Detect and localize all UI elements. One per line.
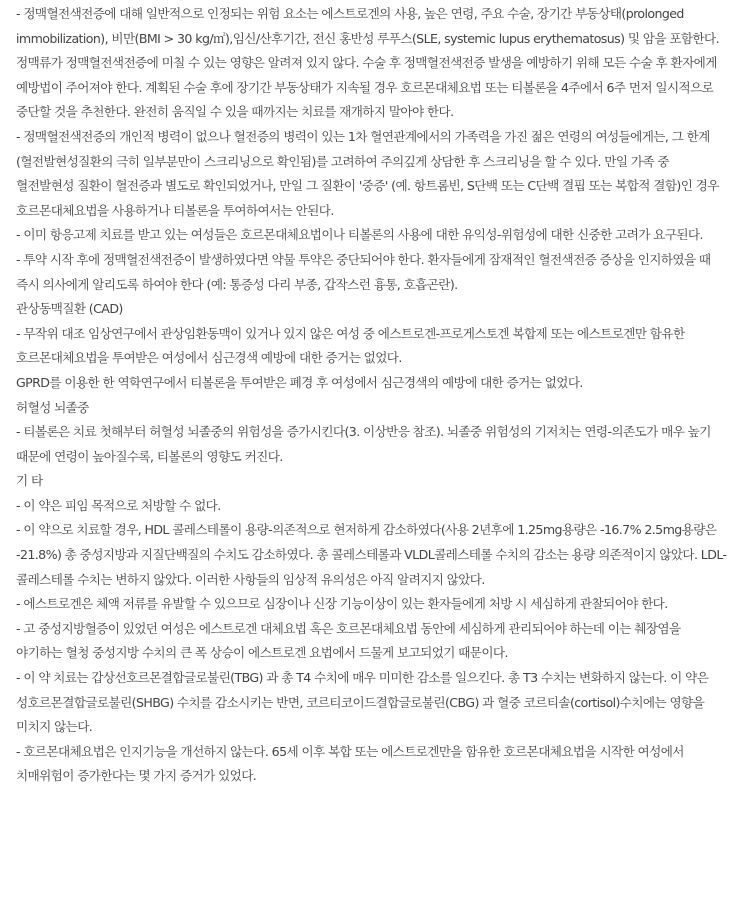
paragraph-vte-risk-factors: - 정맥혈전색전증에 대해 일반적으로 인정되는 위험 요소는 에스트로겐의 사용, 높은 연령, 주요 수술, 장기간 부동상태(prolonged immobilization), 비만(BMI > 30 kg/㎡),임신/산후기간, 전신 홍반성 루푸스(SLE, systemic lupus erythematosus) 및 암을 포함한다. 정맥류가 정맥혈전색전증에 미칠 수 있는 영향은 알려져 있지 않다. 수술 후 정맥혈전색전증 발생을 예방하기 위해 모든 수술 후 환자에게 예방법이 주어져야 한다. 계획된 수술 후에 장기간 부동상태가 지속될 경우 호르몬대체요법 또는 티볼론을 4주에서 6주 먼저 일시적으로 중단할 것을 추천한다. 완전히 움직일 수 있을 때까지는 치료를 재개하지 말아야 한다. (16, 6, 719, 120)
paragraph-anticoagulant-caution: - 이미 항응고제 치료를 받고 있는 여성들은 호르몬대체요법이나 티볼론의 사용에 대한 유익성-위험성에 대한 신중한 고려가 요구된다. (16, 227, 703, 243)
paragraph-cognitive-function: - 호르몬대체요법은 인지기능을 개선하지 않는다. 65세 이후 복합 또는 에스트로겐만을 함유한 호르몬대체요법을 시작한 여성에서 치매위험이 증가한다는 몇 가지 증거가 있었다. (16, 743, 684, 784)
paragraph-hdl-cholesterol: - 이 약으로 치료할 경우, HDL 콜레스테롤이 용량-의존적으로 현저하게 감소하였다(사용 2년후에 1.25mg용량은 -16.7% 2.5mg용량은 -21.8%) 총 중성지방과 지질단백질의 수치도 감소하였다. 총 콜레스테롤과 VLDL콜레스테롤 수치의 감소는 용량 의존적이지 않았다. LDL-콜레스테롤 수치는 변하지 않았다. 이러한 사항들의 임상적 유의성은 아직 알려지지 않았다. (16, 522, 727, 587)
paragraph-gprd-study: GPRD를 이용한 한 역학연구에서 티볼론을 투여받은 폐경 후 여성에서 심근경색의 예방에 대한 증거는 없었다. (16, 374, 583, 390)
heading-other: 기 타 (16, 473, 43, 489)
paragraph-family-history-screening: - 정맥혈전색전증의 개인적 병력이 없으나 혈전증의 병력이 있는 1차 혈연관계에서의 가족력을 가진 젊은 연령의 여성들에게는, 그 한계(혈전발현성질환의 극히 일부분만이 스크리닝으로 확인됨)를 고려하여 주의깊게 상담한 후 스크리닝을 할 수 있다. 만일 가족 중 혈전발현성 질환이 혈전증과 별도로 확인되었거나, 만일 그 질환이 '중증' (예. 항트롬빈, S단백 또는 C단백 결핍 또는 복합적 결함)인 경우 호르몬대체요법을 사용하거나 티볼론을 투여하여서는 안된다. (16, 128, 719, 218)
paragraph-cad-trials: - 무작위 대조 임상연구에서 관상임환동맥이 있거나 있지 않은 여성 중 에스트로겐-프로게스토겐 복합제 또는 에스트로겐만 함유한 호르몬대체요법을 투여받은 여성에서 심근경색 예방에 대한 증거는 없었다. (16, 325, 685, 366)
paragraph-fluid-retention: - 에스트로겐은 체액 저류를 유발할 수 있으므로 심장이나 신장 기능이상이 있는 환자들에게 처방 시 세심하게 관찰되어야 한다. (16, 596, 668, 612)
paragraph-thyroid-binding: - 이 약 치료는 갑상선호르몬결합글로불린(TBG) 과 총 T4 수치에 매우 미미한 감소를 일으킨다. 총 T3 수치는 변화하지 않는다. 이 약은 성호르몬결합글로불린(SHBG) 수치를 감소시키는 반면, 코르티코이드결합글로불린(CBG) 과 혈중 코르티솔(cortisol)수치에는 영향을 미치지 않는다. (16, 670, 709, 735)
paragraph-hypertriglyceridemia: - 고 중성지방혈증이 있었던 여성은 에스트로겐 대체요법 혹은 호르몬대체요법 동안에 세심하게 관리되어야 하는데 이는 췌장염을 야기하는 혈청 중성지방 수치의 큰 폭 상승이 에스트로겐 요법에서 드물게 보고되었기 때문이다. (16, 620, 681, 661)
heading-cad: 관상동맥질환 (CAD) (16, 301, 123, 317)
heading-ischemic-stroke: 허혈성 뇌졸중 (16, 399, 89, 415)
paragraph-discontinue-on-vte: - 투약 시작 후에 정맥혈전색전증이 발생하였다면 약물 투약은 중단되어야 한다. 환자들에게 잠재적인 혈전색전증 증상을 인지하였을 때 즉시 의사에게 알리도록 하여야 한다 (예: 통증성 다리 부종, 갑작스런 흉통, 호흡곤란). (16, 251, 711, 292)
paragraph-not-contraceptive: - 이 약은 피임 목적으로 처방할 수 없다. (16, 497, 221, 513)
paragraph-stroke-risk: - 티볼론은 치료 첫해부터 허혈성 뇌졸중의 위험성을 증가시킨다(3. 이상반응 참조). 뇌졸중 위험성의 기저치는 연령-의존도가 매우 높기 때문에 연령이 높아질수록, 티볼론의 영향도 커진다. (16, 424, 711, 464)
